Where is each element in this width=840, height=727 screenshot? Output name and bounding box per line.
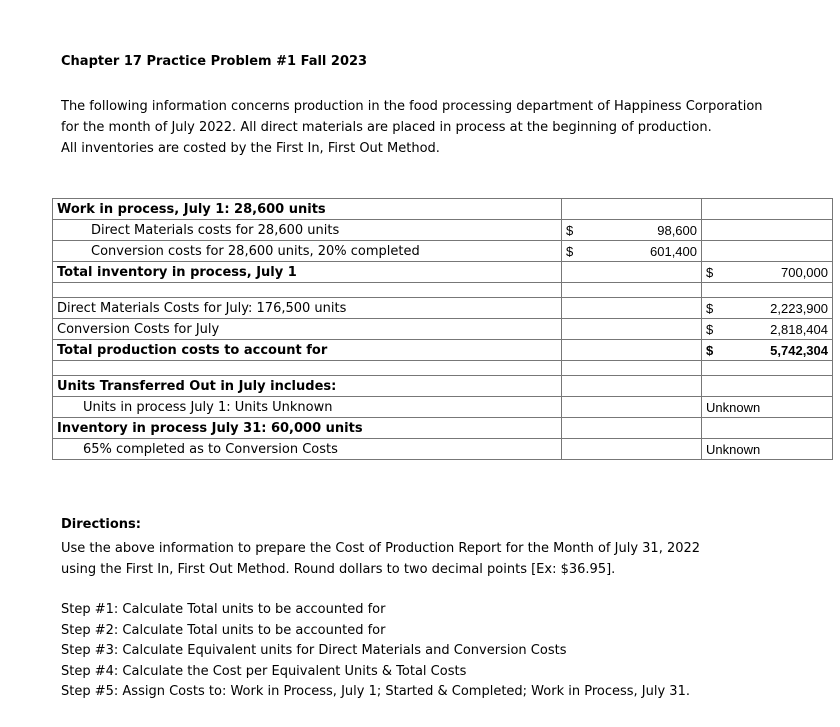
cc-amount: $ 601,400 [566,243,697,259]
units-in-process-value-cell: Unknown [702,397,833,418]
dm-july-label-cell: Direct Materials Costs for July: 176,500 units [53,298,562,319]
step-item: Step #3: Calculate Equivalent units for Direct Materials and Conversion Costs [61,643,567,658]
table-row [53,397,833,418]
step-item: Step #4: Calculate the Cost per Equivalent Units & Total Costs [61,663,467,679]
dm-amount: $ 98,600 [566,222,697,238]
table-row [53,376,833,397]
units-out-label-cell: Units Transferred Out in July includes: [53,376,562,397]
step-item: Step #5: Assign Costs to: Work in Process, July 1; Started & Completed; Work in Process, July 31. [61,684,690,699]
intro-line-1: The following information concerns production in the food processing department of Happiness Corporation [61,99,763,114]
intro-line-2: for the month of July 2022. All direct materials are placed in process at the beginning of production. [61,120,712,135]
inv-jul31-label-cell: Inventory in process July 31: 60,000 units [53,418,562,439]
total-inv-label-cell: Total inventory in process, July 1 [53,262,562,283]
total-prod-amount: $ 5,742,304 [706,342,828,358]
directions-line-2: using the First In, First Out Method. Round dollars to two decimal points [Ex: $36.95]. [61,562,616,577]
table-row [53,262,833,283]
table-row [53,220,833,241]
cc-july-label-cell: Conversion Costs for July [53,319,562,340]
table-spacer-row [53,361,833,376]
directions-section [61,517,801,703]
table-spacer-row [53,283,833,298]
directions-text [61,538,801,580]
table-row [53,418,833,439]
pct-label-cell: 65% completed as to Conversion Costs [53,439,562,460]
table-row [53,298,833,319]
dm-label-cell: Direct Materials costs for 28,600 units [53,220,562,241]
directions-heading: Directions: [61,517,141,532]
table-row [53,439,833,460]
step-item: Step #2: Calculate Total units to be accounted for [61,622,386,638]
table-row [53,199,833,220]
table-row [53,241,833,262]
dm-july-amount: $ 2,223,900 [706,300,828,316]
steps-list [61,600,801,703]
total-inv-amount: $ 700,000 [706,264,828,280]
production-data-table [52,198,833,460]
intro-line-3: All inventories are costed by the First In, First Out Method. [61,141,440,156]
units-in-process-label-cell: Units in process July 1: Units Unknown [53,397,562,418]
step-item: Step #1: Calculate Total units to be accounted for [61,602,386,617]
cc-july-amount: $ 2,818,404 [706,321,828,337]
directions-line-1: Use the above information to prepare the Cost of Production Report for the Month of July 31, 2022 [61,541,701,556]
total-prod-label-cell: Total production costs to account for [53,340,562,361]
cc-label-cell: Conversion costs for 28,600 units, 20% completed [53,241,562,262]
pct-value-cell: Unknown [702,439,833,460]
table-row [53,319,833,340]
wip-header-cell: Work in process, July 1: 28,600 units [53,199,562,220]
table-row [53,340,833,361]
intro-paragraph [61,96,781,159]
page-title: Chapter 17 Practice Problem #1 Fall 2023 [61,54,368,69]
